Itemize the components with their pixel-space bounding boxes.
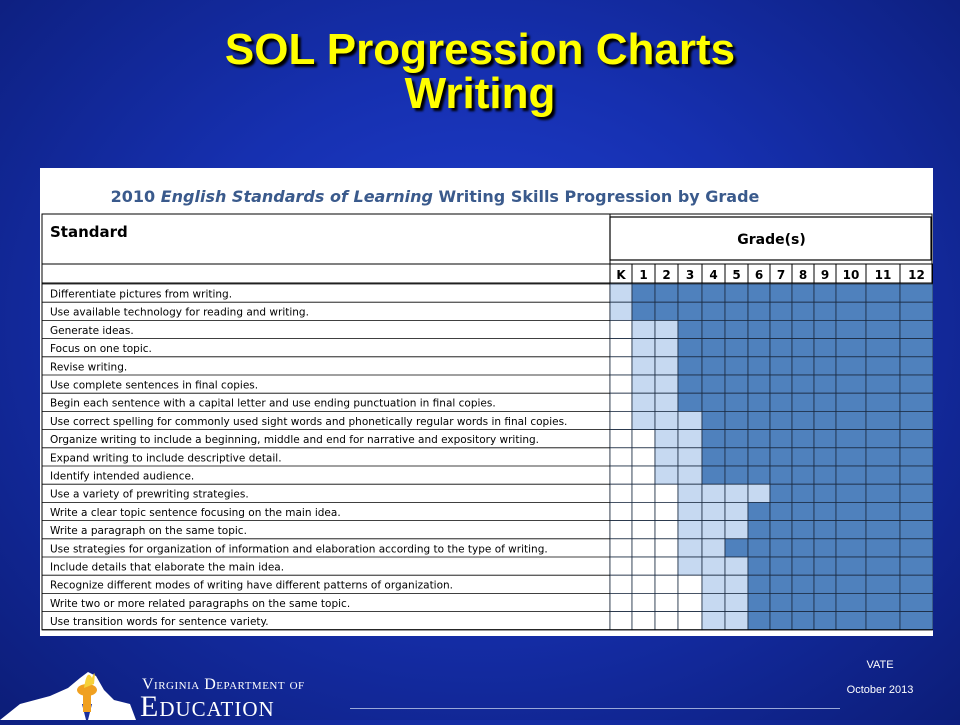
- grade-cell: [792, 393, 814, 411]
- grade-cell: [814, 339, 836, 357]
- grade-cell: [866, 357, 900, 375]
- grade-cell: [814, 612, 836, 630]
- slide-title-line1: SOL Progression Charts: [224, 25, 736, 74]
- grade-cell: [792, 484, 814, 502]
- grade-cell: [632, 539, 655, 557]
- standard-text: Recognize different modes of writing have different patterns of organization.: [50, 579, 454, 592]
- grade-cell: [702, 448, 725, 466]
- grade-cell: [610, 521, 632, 539]
- grade-cell: [836, 575, 866, 593]
- grade-cell: [725, 375, 748, 393]
- grade-label: 12: [908, 268, 925, 282]
- grade-cell: [900, 612, 933, 630]
- grade-cell: [678, 575, 702, 593]
- grade-cell: [655, 484, 678, 502]
- grade-cell: [702, 521, 725, 539]
- grade-cell: [866, 502, 900, 520]
- grade-cell: [632, 484, 655, 502]
- grade-cell: [655, 393, 678, 411]
- grade-cell: [702, 484, 725, 502]
- grade-cell: [678, 357, 702, 375]
- grade-cell: [748, 484, 770, 502]
- grade-cell: [792, 430, 814, 448]
- logo-text-line2: Education: [140, 690, 275, 723]
- grade-cell: [725, 393, 748, 411]
- grade-cell: [770, 357, 792, 375]
- grade-cell: [655, 448, 678, 466]
- standard-text: Write a paragraph on the same topic.: [50, 525, 247, 538]
- grade-cell: [792, 320, 814, 338]
- grade-label: 7: [776, 268, 786, 282]
- standard-text: Include details that elaborate the main idea.: [50, 561, 285, 574]
- standard-text: Revise writing.: [50, 361, 128, 374]
- grade-cell: [725, 320, 748, 338]
- grade-cell: [748, 612, 770, 630]
- grade-cell: [770, 612, 792, 630]
- grade-cell: [770, 557, 792, 575]
- grade-cell: [792, 411, 814, 429]
- grade-cell: [655, 521, 678, 539]
- footer-date: October 2013: [846, 684, 914, 696]
- grade-label: 4: [709, 268, 718, 282]
- grade-cell: [748, 375, 770, 393]
- grade-label: 2: [662, 268, 671, 282]
- grade-cell: [814, 575, 836, 593]
- grade-cell: [655, 430, 678, 448]
- grade-cell: [866, 593, 900, 611]
- grade-cell: [725, 593, 748, 611]
- grade-cell: [702, 284, 725, 302]
- grade-cell: [748, 575, 770, 593]
- grade-cell: [748, 466, 770, 484]
- grade-cell: [814, 430, 836, 448]
- grade-cell: [866, 557, 900, 575]
- grade-cell: [792, 448, 814, 466]
- grade-cell: [792, 521, 814, 539]
- grade-cell: [702, 411, 725, 429]
- grade-cell: [814, 484, 836, 502]
- standard-text: Focus on one topic.: [50, 343, 152, 356]
- grade-cell: [748, 284, 770, 302]
- grade-cell: [702, 393, 725, 411]
- grade-label: 5: [732, 268, 741, 282]
- grade-cell: [632, 593, 655, 611]
- grade-cell: [792, 339, 814, 357]
- grade-cell: [632, 448, 655, 466]
- grade-cell: [814, 375, 836, 393]
- grade-cell: [866, 521, 900, 539]
- grade-cell: [900, 357, 933, 375]
- footer-org: VATE: [866, 659, 894, 671]
- grade-cell: [610, 448, 632, 466]
- grade-label: 11: [874, 268, 892, 282]
- grade-cell: [632, 339, 655, 357]
- grade-cell: [678, 557, 702, 575]
- grade-cell: [770, 411, 792, 429]
- grade-cell: [900, 284, 933, 302]
- grade-cell: [836, 612, 866, 630]
- grade-cell: [610, 593, 632, 611]
- grade-cell: [632, 357, 655, 375]
- grade-cell: [678, 375, 702, 393]
- grade-cell: [900, 539, 933, 557]
- standard-text: Use strategies for organization of information and elaboration according to the type of writing.: [50, 543, 548, 556]
- grade-cell: [655, 302, 678, 320]
- grade-cell: [632, 502, 655, 520]
- grade-cell: [610, 357, 632, 375]
- slide-title-line2: Writing: [404, 69, 556, 118]
- grade-cell: [900, 557, 933, 575]
- grade-cell: [748, 302, 770, 320]
- grade-cell: [770, 284, 792, 302]
- grade-cell: [900, 393, 933, 411]
- grade-cell: [836, 448, 866, 466]
- grade-cell: [792, 302, 814, 320]
- grade-cell: [678, 448, 702, 466]
- grade-cell: [792, 612, 814, 630]
- grade-cell: [814, 393, 836, 411]
- grade-cell: [725, 357, 748, 375]
- grade-cell: [655, 357, 678, 375]
- grade-cell: [632, 284, 655, 302]
- grade-cell: [678, 612, 702, 630]
- grade-cell: [702, 502, 725, 520]
- grade-cell: [655, 593, 678, 611]
- grade-cell: [655, 375, 678, 393]
- grade-cell: [655, 502, 678, 520]
- grade-cell: [866, 393, 900, 411]
- grade-cell: [792, 502, 814, 520]
- grade-cell: [725, 411, 748, 429]
- grade-cell: [866, 430, 900, 448]
- grade-cell: [702, 320, 725, 338]
- grade-cell: [792, 357, 814, 375]
- logo-text-line1: Virginia Department of: [142, 676, 305, 693]
- grade-cell: [770, 466, 792, 484]
- grade-cell: [814, 357, 836, 375]
- grade-cell: [748, 593, 770, 611]
- grade-cell: [655, 284, 678, 302]
- grade-cell: [725, 521, 748, 539]
- grade-cell: [836, 375, 866, 393]
- grade-cell: [836, 521, 866, 539]
- standard-text: Use complete sentences in final copies.: [50, 379, 259, 392]
- grade-cell: [836, 284, 866, 302]
- grade-cell: [814, 557, 836, 575]
- grade-cell: [748, 357, 770, 375]
- grade-cell: [632, 393, 655, 411]
- grade-cell: [814, 539, 836, 557]
- grade-cell: [814, 593, 836, 611]
- grade-cell: [725, 302, 748, 320]
- grade-cell: [836, 484, 866, 502]
- grade-cell: [900, 502, 933, 520]
- grade-cell: [748, 339, 770, 357]
- standard-text: Use correct spelling for commonly used sight words and phonetically regular words in final copies.: [50, 415, 568, 428]
- standard-text: Use transition words for sentence variety.: [50, 616, 269, 629]
- grade-cell: [836, 411, 866, 429]
- grade-cell: [725, 339, 748, 357]
- grade-cell: [725, 430, 748, 448]
- grade-cell: [814, 502, 836, 520]
- grade-cell: [678, 302, 702, 320]
- grade-cell: [866, 539, 900, 557]
- grade-cell: [655, 339, 678, 357]
- grade-cell: [814, 320, 836, 338]
- grade-cell: [770, 484, 792, 502]
- grade-cell: [632, 575, 655, 593]
- grade-cell: [702, 375, 725, 393]
- grade-cell: [610, 557, 632, 575]
- grade-cell: [792, 466, 814, 484]
- grade-cell: [836, 502, 866, 520]
- grade-cell: [632, 466, 655, 484]
- grade-cell: [678, 502, 702, 520]
- grade-cell: [748, 521, 770, 539]
- grade-cell: [702, 302, 725, 320]
- footer-divider: [350, 708, 840, 709]
- grade-cell: [814, 411, 836, 429]
- grade-cell: [678, 393, 702, 411]
- grade-cell: [866, 302, 900, 320]
- grade-cell: [814, 466, 836, 484]
- grade-cell: [610, 484, 632, 502]
- grade-cell: [702, 466, 725, 484]
- grade-cell: [866, 484, 900, 502]
- grade-cell: [655, 575, 678, 593]
- grade-cell: [836, 357, 866, 375]
- grade-cell: [770, 320, 792, 338]
- grade-cell: [678, 284, 702, 302]
- grade-cell: [725, 612, 748, 630]
- grade-cell: [610, 339, 632, 357]
- grade-cell: [900, 593, 933, 611]
- grade-cell: [678, 320, 702, 338]
- grade-cell: [866, 448, 900, 466]
- grade-cell: [725, 448, 748, 466]
- grade-cell: [814, 448, 836, 466]
- caption-suffix: Writing Skills Progression by Grade: [432, 187, 760, 206]
- grade-cell: [610, 430, 632, 448]
- grade-cell: [814, 521, 836, 539]
- grade-cell: [770, 502, 792, 520]
- grade-cell: [632, 320, 655, 338]
- grade-cell: [632, 302, 655, 320]
- grade-cell: [866, 612, 900, 630]
- grade-label: 6: [754, 268, 764, 282]
- grade-cell: [725, 466, 748, 484]
- standard-text: Write a clear topic sentence focusing on the main idea.: [50, 506, 341, 519]
- grade-cell: [678, 539, 702, 557]
- grade-label: 3: [685, 268, 695, 282]
- slide-title: [0, 25, 960, 118]
- grade-cell: [900, 521, 933, 539]
- standard-header: Standard: [50, 223, 128, 241]
- grade-cell: [702, 593, 725, 611]
- standard-text: Expand writing to include descriptive detail.: [50, 452, 282, 465]
- grade-cell: [725, 557, 748, 575]
- grade-cell: [866, 575, 900, 593]
- grade-cell: [900, 484, 933, 502]
- grade-cell: [655, 539, 678, 557]
- standard-text: Begin each sentence with a capital letter and use ending punctuation in final copies.: [50, 397, 496, 410]
- grade-cell: [836, 393, 866, 411]
- grade-cell: [632, 430, 655, 448]
- grade-cell: [655, 557, 678, 575]
- grade-cell: [770, 339, 792, 357]
- grade-cell: [900, 320, 933, 338]
- grade-cell: [836, 557, 866, 575]
- grade-cell: [748, 539, 770, 557]
- standard-text: Identify intended audience.: [50, 470, 195, 483]
- grade-cell: [725, 284, 748, 302]
- standard-text: Use available technology for reading and writing.: [50, 306, 309, 319]
- grade-cell: [836, 302, 866, 320]
- grade-cell: [702, 339, 725, 357]
- grade-cell: [632, 612, 655, 630]
- grade-cell: [770, 521, 792, 539]
- grade-cell: [748, 430, 770, 448]
- grade-cell: [610, 612, 632, 630]
- grade-cell: [748, 502, 770, 520]
- progression-table-image: [40, 168, 933, 636]
- grade-cell: [866, 320, 900, 338]
- grade-cell: [792, 539, 814, 557]
- grade-cell: [836, 430, 866, 448]
- grade-cell: [678, 430, 702, 448]
- grade-cell: [814, 302, 836, 320]
- grade-cell: [748, 393, 770, 411]
- grade-cell: [866, 466, 900, 484]
- grade-cell: [770, 575, 792, 593]
- grade-cell: [610, 393, 632, 411]
- grade-label: 8: [798, 268, 808, 282]
- grade-cell: [632, 521, 655, 539]
- grade-cell: [900, 375, 933, 393]
- grade-cell: [702, 357, 725, 375]
- grade-cell: [725, 484, 748, 502]
- grade-cell: [702, 430, 725, 448]
- grade-cell: [900, 339, 933, 357]
- grade-cell: [792, 557, 814, 575]
- caption-italic: English Standards of Learning: [160, 187, 433, 206]
- grade-cell: [702, 575, 725, 593]
- grade-cell: [610, 411, 632, 429]
- grade-cell: [678, 466, 702, 484]
- grade-cell: [610, 575, 632, 593]
- grade-cell: [770, 375, 792, 393]
- grade-cell: [836, 593, 866, 611]
- grade-cell: [900, 411, 933, 429]
- grade-cell: [792, 593, 814, 611]
- grade-cell: [725, 575, 748, 593]
- grade-cell: [655, 320, 678, 338]
- grade-label: 10: [842, 268, 860, 282]
- grade-cell: [792, 284, 814, 302]
- grade-cell: [866, 375, 900, 393]
- grade-cell: [678, 593, 702, 611]
- grade-cell: [770, 393, 792, 411]
- grade-cell: [678, 484, 702, 502]
- standard-text: Write two or more related paragraphs on the same topic.: [50, 597, 351, 610]
- grade-cell: [610, 375, 632, 393]
- progression-grid: [40, 168, 933, 636]
- grade-cell: [702, 612, 725, 630]
- grade-cell: [866, 284, 900, 302]
- grade-cell: [836, 339, 866, 357]
- grade-label: K: [616, 268, 626, 282]
- grade-cell: [836, 466, 866, 484]
- grade-cell: [655, 466, 678, 484]
- grade-cell: [610, 502, 632, 520]
- grade-cell: [702, 539, 725, 557]
- grade-cell: [632, 411, 655, 429]
- grade-cell: [900, 448, 933, 466]
- grade-cell: [610, 320, 632, 338]
- grade-cell: [900, 466, 933, 484]
- grade-cell: [748, 557, 770, 575]
- grade-cell: [748, 411, 770, 429]
- grade-cell: [792, 575, 814, 593]
- grade-cell: [748, 320, 770, 338]
- grade-cell: [792, 375, 814, 393]
- grade-cell: [866, 411, 900, 429]
- grade-cell: [770, 302, 792, 320]
- grade-cell: [814, 284, 836, 302]
- grade-cell: [610, 284, 632, 302]
- grade-cell: [900, 575, 933, 593]
- standard-text: Differentiate pictures from writing.: [50, 288, 233, 301]
- grade-cell: [770, 430, 792, 448]
- grade-cell: [725, 539, 748, 557]
- grade-cell: [836, 320, 866, 338]
- grade-cell: [655, 612, 678, 630]
- grade-cell: [866, 339, 900, 357]
- grade-cell: [610, 466, 632, 484]
- grade-cell: [770, 593, 792, 611]
- grades-header: Grade(s): [737, 232, 806, 248]
- grade-cell: [770, 448, 792, 466]
- grade-cell: [678, 339, 702, 357]
- caption-prefix: 2010: [110, 187, 161, 206]
- grade-cell: [610, 539, 632, 557]
- grade-cell: [678, 411, 702, 429]
- grade-cell: [632, 557, 655, 575]
- grade-cell: [770, 539, 792, 557]
- grade-cell: [900, 430, 933, 448]
- standard-text: Generate ideas.: [50, 324, 134, 337]
- grade-cell: [725, 502, 748, 520]
- grade-label: 1: [639, 268, 648, 282]
- grade-cell: [655, 411, 678, 429]
- standard-text: Use a variety of prewriting strategies.: [50, 488, 249, 501]
- standard-text: Organize writing to include a beginning, middle and end for narrative and expository writing.: [50, 434, 540, 447]
- grade-cell: [836, 539, 866, 557]
- grade-cell: [900, 302, 933, 320]
- grade-cell: [702, 557, 725, 575]
- grade-label: 9: [820, 268, 830, 282]
- grade-cell: [748, 448, 770, 466]
- grade-cell: [610, 302, 632, 320]
- grade-cell: [678, 521, 702, 539]
- grade-cell: [632, 375, 655, 393]
